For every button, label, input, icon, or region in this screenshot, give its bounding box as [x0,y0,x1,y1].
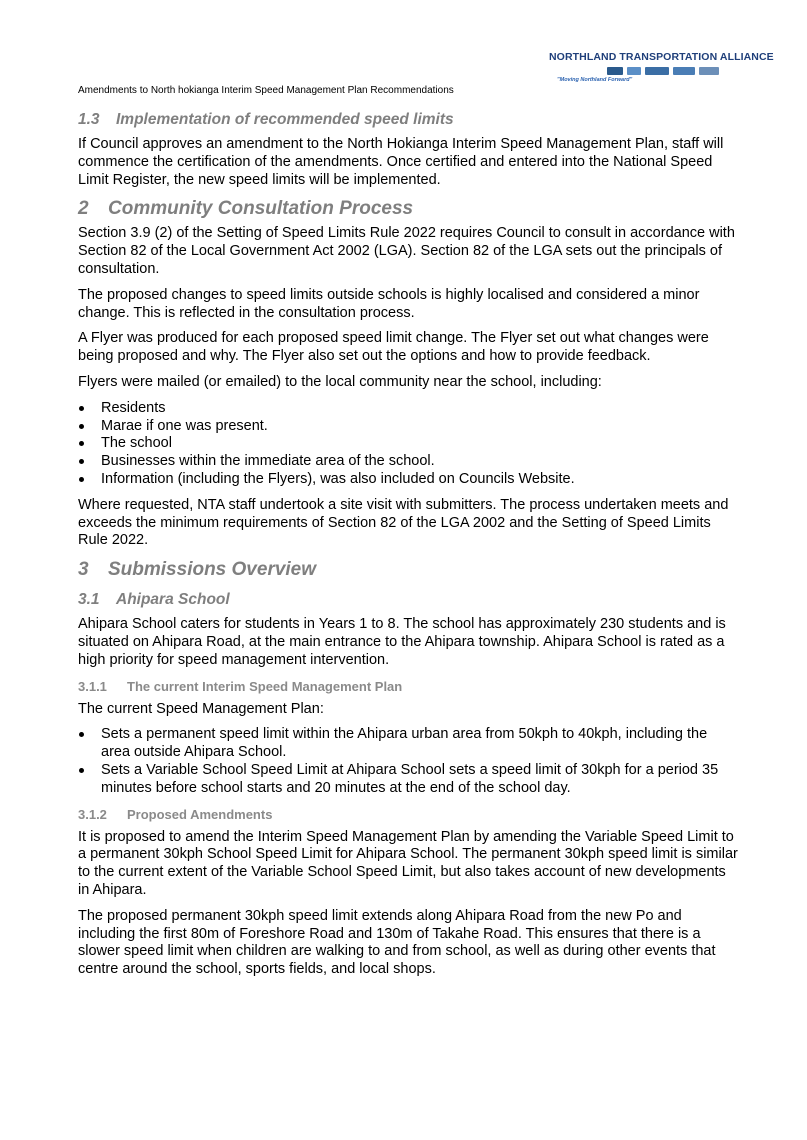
list-item-text: Sets a permanent speed limit within the Ahipara urban area from 50kph to 40kph, including the area outside Ahipara School. [101,726,708,761]
heading-3-1-1 [78,678,738,695]
heading-text: Ahipara School [116,591,230,609]
paragraph: The current Speed Management Plan: [78,700,324,717]
logo-title-part1: NORTHLAND TRANSPORTATION [549,51,718,63]
paragraph: Where requested, NTA staff undertook a site visit with submitters. The process undertaken meets and exceeds the minimum requirements of Section 82 of the LGA 2002 and the Setting of Speed Limits Rule 2022. [78,496,729,549]
list-item-text: Businesses within the immediate area of the school. [101,453,435,470]
list-item-text: Sets a Variable School Speed Limit at Ahipara School sets a speed limit of 30kph for a period 35 minutes before school starts and 20 minutes at the end of the school day. [101,761,719,796]
bullet-icon [79,477,84,482]
heading-3-1-2 [78,806,738,823]
heading-text: Implementation of recommended speed limits [116,111,454,128]
heading-text: Submissions Overview [108,559,317,581]
bullet-icon [79,424,84,429]
bullet-icon [79,406,84,411]
bullet-icon [79,732,84,737]
kaipara-council-logo [627,67,641,75]
heading-1-3 [78,110,738,130]
nz-transport-agency-logo [699,67,719,75]
paragraph: The proposed changes to speed limits outside schools is highly localised and considered a minor change. This is reflected in the consultation process. [78,286,700,321]
list-item-text: The school [101,435,172,452]
heading-text: The current Interim Speed Management Plan [127,678,403,694]
paragraph: Section 3.9 (2) of the Setting of Speed Limits Rule 2022 requires Council to consult in accordance with Section 82 of the Local Government Act 2002 (LGA). Section 82 of the LGA sets out the principals of consultation. [78,225,735,277]
running-header: Amendments to North hokianga Interim Speed Management Plan Recommendations [78,85,454,96]
heading-number: 3.1.2 [78,806,107,822]
heading-2 [78,197,738,221]
paragraph: If Council approves an amendment to the North Hokianga Interim Speed Management Plan, staff will commence the certification of the amendments. Once certified and entered into the National Speed Limit Register, the new speed limits will be implemented. [78,136,724,188]
list-item [78,453,738,471]
list-item [78,762,738,798]
heading-text: Proposed Amendments [127,806,273,822]
list-item-text: Information (including the Flyers), was also included on Councils Website. [101,470,575,487]
far-north-council-logo [607,67,623,75]
list-item [78,726,738,762]
heading-number: 3.1 [78,591,100,609]
bullet-list [78,400,738,489]
heading-number: 3.1.1 [78,678,107,694]
list-item [78,471,738,489]
list-item [78,400,738,418]
heading-number: 1.3 [78,111,100,128]
heading-text: Community Consultation Process [108,198,414,220]
nta-logo [549,51,774,84]
heading-3 [78,558,738,582]
paragraph: A Flyer was produced for each proposed speed limit change. The Flyer set out what changes were being proposed and why. The Flyer also set out the options and how to provide feedback. [78,330,709,365]
partner-logos [549,66,719,76]
logo-title [549,51,774,63]
bullet-icon [79,441,84,446]
paragraph: It is proposed to amend the Interim Speed Management Plan by amending the Variable Speed Limit to a permanent 30kph School Speed Limit for Ahipara School. The permanent 30kph speed limit is similar to the current extent of the Variable School Speed Limit, but also takes account of new developments in Ahipara. [78,828,738,898]
paragraph: Ahipara School caters for students in Years 1 to 8. The school has approximately 230 students and is situated on Ahipara Road, at the main entrance to the Ahipara township. Ahipara School is rated as a high priority for speed management intervention. [78,616,726,668]
bullet-icon [79,768,84,773]
logo-title-part2: ALLIANCE [719,51,774,63]
list-item [78,418,738,436]
bullet-list [78,726,738,797]
heading-number: 2 [78,198,89,220]
list-item [78,435,738,453]
heading-3-1 [78,590,738,610]
list-item-text: Residents [101,399,166,416]
document-body [78,110,738,987]
paragraph: Flyers were mailed (or emailed) to the local community near the school, including: [78,373,602,390]
heading-number: 3 [78,559,89,581]
northland-regional-council-logo [673,67,695,75]
logo-tagline: "Moving Northland Forward" [557,77,633,83]
whangarei-council-logo [645,67,669,75]
paragraph: The proposed permanent 30kph speed limit extends along Ahipara Road from the new Po and including the first 80m of Foreshore Road and 130m of Takahe Road. This ensures that there is a slower speed limit when children are walking to and from school, as well as during other events that centre around the school, sports fields, and local shops. [78,907,716,978]
list-item-text: Marae if one was present. [101,417,268,434]
bullet-icon [79,459,84,464]
